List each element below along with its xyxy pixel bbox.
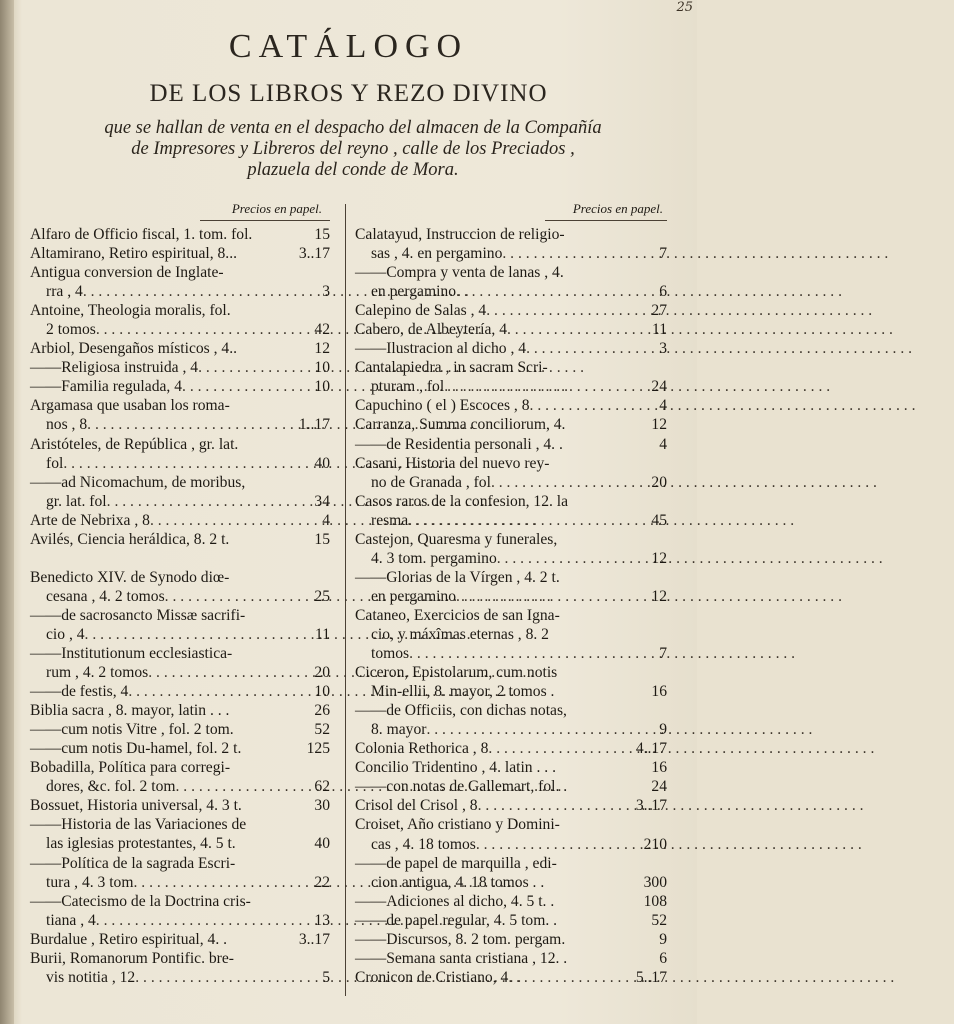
- dot-leader: [182, 377, 300, 396]
- entry-title: resma: [371, 511, 409, 529]
- entry-title: ——cum notis Du-hamel, fol. 2 t.: [30, 740, 242, 758]
- catalog-entry-line: [355, 796, 667, 815]
- entry-title: Arbiol, Desengaños místicos , 4..: [30, 340, 238, 358]
- entry-price: 3..17: [298, 930, 330, 948]
- entry-price: 108: [643, 892, 667, 910]
- entry-title: Burii, Romanorum Pontific. bre-: [30, 949, 234, 967]
- catalog-entry-line: [30, 511, 330, 530]
- catalog-entry-line: [355, 415, 667, 434]
- entry-price: 4: [659, 397, 667, 415]
- entry-title: ——Adiciones al dicho, 4. 5 t. .: [355, 892, 555, 910]
- entry-price: 10: [314, 359, 330, 377]
- dot-leader: [165, 587, 300, 606]
- dot-leader: [198, 358, 300, 377]
- entry-price: 10: [314, 378, 330, 396]
- catalog-entry-line: [30, 682, 330, 701]
- catalog-entry-line: [355, 739, 667, 758]
- entry-price: 9: [659, 930, 667, 948]
- entry-price: 40: [314, 454, 330, 472]
- catalog-entry-line: [30, 739, 330, 758]
- entry-title: gr. lat. fol: [46, 492, 107, 510]
- entry-price: 300: [643, 873, 667, 891]
- catalog-entry-line: [355, 911, 667, 930]
- catalog-entry-line: [30, 263, 330, 282]
- entry-title: ——de Officiis, con dichas notas,: [355, 702, 567, 720]
- dot-leader: [107, 492, 300, 511]
- catalog-entry-line: [30, 873, 330, 892]
- entry-title: tura , 4. 3 tom: [46, 873, 134, 891]
- catalog-entry-line: [355, 644, 667, 663]
- entry-title: ——Glorias de la Vírgen , 4. 2 t.: [355, 568, 560, 586]
- entry-spacer: [30, 549, 330, 568]
- catalog-entry-line: [30, 396, 330, 415]
- dot-leader: [488, 739, 631, 758]
- entry-title: 4. 3 tom. pergamino: [371, 549, 497, 567]
- entry-price: 4: [322, 511, 330, 529]
- entry-title: ——de papel de marquilla , edi-: [355, 854, 557, 872]
- intro-line: que se hallan de venta en el despacho del almacen de la Compañía: [104, 118, 602, 138]
- folio-number: 25: [676, 0, 693, 15]
- catalog-entry-line: [30, 720, 330, 739]
- entry-title: Ciceron, Epistolarum, cum notis: [355, 664, 558, 682]
- entry-price: 30: [314, 797, 330, 815]
- dot-leader: [476, 835, 637, 854]
- catalog-entry-line: [30, 892, 330, 911]
- dot-leader: [526, 339, 637, 358]
- entry-price: 5: [322, 968, 330, 986]
- dot-leader: [128, 682, 300, 701]
- right-column: [355, 200, 667, 987]
- dot-leader: [508, 968, 631, 987]
- entry-price: 3..17: [298, 245, 330, 263]
- entry-price: 16: [651, 683, 667, 701]
- entry-title: Castejon, Quaresma y funerales,: [355, 530, 558, 548]
- entry-price: 27: [651, 302, 667, 320]
- dot-leader: [96, 911, 300, 930]
- dot-leader: [456, 587, 637, 606]
- catalog-entry-line: [30, 834, 330, 853]
- catalog-entry-line: [355, 587, 667, 606]
- entry-title: ——de Residentia personali , 4. .: [355, 435, 563, 453]
- dot-leader: [444, 377, 637, 396]
- catalog-entry-line: [355, 511, 667, 530]
- entry-title: tiana , 4: [46, 911, 96, 929]
- entry-title: ——Catecismo de la Doctrina cris-: [30, 892, 251, 910]
- catalog-entry-line: [355, 606, 667, 625]
- entry-title: Colonia Rethorica , 8: [355, 740, 489, 758]
- catalog-entry-line: [355, 568, 667, 587]
- entry-price: 24: [651, 778, 667, 796]
- catalog-entry-line: [355, 320, 667, 339]
- catalog-entry-line: [355, 663, 667, 682]
- entry-price: 6: [659, 283, 667, 301]
- entry-title: ——Institutionum ecclesiastica-: [30, 644, 233, 662]
- catalog-entry-line: [355, 396, 667, 415]
- entry-price: 1..17: [298, 416, 330, 434]
- entry-price: 5..17: [635, 968, 667, 986]
- entry-price: 62: [314, 778, 330, 796]
- intro-line: plazuela del conde de Mora.: [247, 160, 459, 180]
- catalog-entry-line: [30, 854, 330, 873]
- catalog-entry-line: [30, 492, 330, 511]
- entry-title: Aristóteles, de República , gr. lat.: [30, 435, 239, 453]
- entry-title: cio , 4: [46, 625, 85, 643]
- catalog-entry-line: [355, 454, 667, 473]
- entry-price: 13: [314, 911, 330, 929]
- entry-title: sas , 4. en pergamino: [371, 245, 503, 263]
- catalog-entry-line: [30, 358, 330, 377]
- catalog-entry-line: [30, 415, 330, 434]
- entry-title: las iglesias protestantes, 4. 5 t.: [46, 835, 236, 853]
- right-column-heading: Precios en papel.: [545, 200, 667, 221]
- dot-leader: [134, 873, 301, 892]
- entry-title: Carranza, Summa conciliorum, 4.: [355, 416, 566, 434]
- entry-price: 12: [651, 416, 667, 434]
- catalog-entry-line: [355, 225, 667, 244]
- entry-title: Biblia sacra , 8. mayor, latin . . .: [30, 702, 230, 720]
- entry-price: 15: [314, 530, 330, 548]
- entry-title: cas , 4. 18 tomos: [371, 835, 476, 853]
- dot-leader: [530, 396, 637, 415]
- entry-price: 9: [659, 721, 667, 739]
- entry-price: 12: [314, 340, 330, 358]
- catalog-entry-line: [355, 815, 667, 834]
- catalog-entry-line: [355, 720, 667, 739]
- entry-price: 24: [651, 378, 667, 396]
- catalog-entry-line: [30, 587, 330, 606]
- intro-line: de Impresores y Libreros del reyno , calle de los Preciados ,: [131, 139, 575, 159]
- dot-leader: [408, 511, 637, 530]
- catalog-entry-line: [355, 625, 667, 644]
- catalog-entry-line: [30, 625, 330, 644]
- catalog-entry-line: [30, 301, 330, 320]
- catalog-entry-line: [30, 815, 330, 834]
- entry-title: ——Discursos, 8. 2 tom. pergam.: [355, 930, 566, 948]
- entry-title: Capuchino ( el ) Escoces , 8: [355, 397, 530, 415]
- entry-price: 42: [314, 321, 330, 339]
- catalog-entry-line: [355, 301, 667, 320]
- catalog-entry-line: [355, 854, 667, 873]
- entry-title: Casos raros de la confesion, 12. la: [355, 492, 569, 510]
- entry-price: 12: [651, 587, 667, 605]
- entry-price: 20: [651, 473, 667, 491]
- dot-leader: [507, 320, 637, 339]
- dot-leader: [176, 777, 301, 796]
- entry-title: Burdalue , Retiro espiritual, 4. .: [30, 930, 228, 948]
- catalog-entry-line: [355, 492, 667, 511]
- catalog-entry-line: [355, 377, 667, 396]
- dot-leader: [491, 473, 637, 492]
- entry-price: 3: [322, 283, 330, 301]
- catalog-entry-line: [355, 263, 667, 282]
- catalog-entry-line: [30, 377, 330, 396]
- catalog-entry-line: [30, 777, 330, 796]
- dot-leader: [148, 663, 300, 682]
- catalog-entry-line: [355, 339, 667, 358]
- catalog-entry-line: [355, 873, 667, 892]
- entry-title: Casani, Historia del nuevo rey-: [355, 454, 550, 472]
- entry-price: 40: [314, 835, 330, 853]
- entry-title: rra , 4: [46, 283, 83, 301]
- entry-price: 20: [314, 664, 330, 682]
- entry-price: 22: [314, 873, 330, 891]
- dot-leader: [83, 282, 300, 301]
- entry-title: Cronicon de Cristiano, 4: [355, 968, 509, 986]
- entry-price: 52: [651, 911, 667, 929]
- catalog-entry-line: [30, 530, 330, 549]
- entry-title: rum , 4. 2 tomos: [46, 664, 149, 682]
- entry-title: en pergamino: [371, 283, 457, 301]
- entry-title: Croiset, Año cristiano y Domini-: [355, 816, 560, 834]
- entry-price: 11: [314, 625, 330, 643]
- catalog-entry-line: [30, 796, 330, 815]
- catalog-entry-line: [355, 930, 667, 949]
- catalog-entry-line: [355, 758, 667, 777]
- entry-title: Argamasa que usaban los roma-: [30, 397, 230, 415]
- dot-leader: [456, 282, 637, 301]
- dot-leader: [497, 549, 637, 568]
- catalog-entry-line: [30, 473, 330, 492]
- dot-leader: [63, 454, 300, 473]
- entry-title: fol: [46, 454, 64, 472]
- entry-title: Antigua conversion de Inglate-: [30, 264, 224, 282]
- entry-title: ——Compra y venta de lanas , 4.: [355, 264, 564, 282]
- entry-title: Cantalapiedra , in sacram Scri-: [355, 359, 548, 377]
- entry-price: 12: [651, 549, 667, 567]
- catalog-entry-line: [355, 473, 667, 492]
- entry-title: ——Semana santa cristiana , 12. .: [355, 949, 568, 967]
- entry-title: Avilés, Ciencia heráldica, 8. 2 t.: [30, 530, 230, 548]
- catalog-entry-line: [355, 701, 667, 720]
- catalog-entry-line: [30, 282, 330, 301]
- entry-title: ——Familia regulada, 4: [30, 378, 183, 396]
- catalog-entry-line: [30, 968, 330, 987]
- entry-title: pturam , fol: [371, 378, 445, 396]
- entry-title: ——de sacrosancto Missæ sacrifi-: [30, 606, 246, 624]
- entry-price: 210: [643, 835, 667, 853]
- entry-price: 25: [314, 587, 330, 605]
- page-subtitle: DE LOS LIBROS Y REZO DIVINO: [149, 80, 548, 107]
- entry-title: cio, y máxîmas eternas , 8. 2: [371, 625, 549, 643]
- catalog-entry-line: [355, 282, 667, 301]
- entry-title: ——de festis, 4: [30, 683, 129, 701]
- entry-price: 7: [659, 645, 667, 663]
- entry-title: tomos: [371, 645, 410, 663]
- entry-price: 3..17: [635, 797, 667, 815]
- entry-price: 16: [651, 759, 667, 777]
- entry-title: en pergamino: [371, 587, 457, 605]
- catalog-entry-line: [30, 225, 330, 244]
- entry-title: vis notitia , 12: [46, 968, 136, 986]
- entry-price: 125: [306, 740, 330, 758]
- dot-leader: [87, 415, 295, 434]
- catalog-entry-line: [355, 435, 667, 454]
- entry-price: 6: [659, 949, 667, 967]
- catalog-entry-line: [30, 339, 330, 358]
- catalog-entry-line: [355, 358, 667, 377]
- catalog-entry-line: [355, 244, 667, 263]
- entry-price: 26: [314, 702, 330, 720]
- catalog-entry-line: [355, 682, 667, 701]
- catalog-entry-line: [30, 568, 330, 587]
- catalog-entry-line: [355, 530, 667, 549]
- catalog-entry-line: [30, 435, 330, 454]
- page-title: CATÁLOGO: [228, 28, 469, 65]
- left-column: [30, 200, 330, 987]
- catalog-entry-line: [30, 758, 330, 777]
- catalog-entry-line: [355, 892, 667, 911]
- entry-price: 3: [659, 340, 667, 358]
- intro-text: [28, 118, 678, 181]
- dot-leader: [150, 511, 300, 530]
- catalog-entry-line: [30, 454, 330, 473]
- entry-title: cesana , 4. 2 tomos: [46, 587, 165, 605]
- entry-title: ——Historia de las Variaciones de: [30, 816, 247, 834]
- entry-title: Benedicto XIV. de Synodo diœ-: [30, 568, 230, 586]
- dot-leader: [502, 244, 637, 263]
- catalog-entry-line: [355, 549, 667, 568]
- catalog-entry-line: [30, 663, 330, 682]
- entry-title: Altamirano, Retiro espiritual, 8...: [30, 245, 238, 263]
- catalog-entry-line: [30, 606, 330, 625]
- entry-title: ——ad Nicomachum, de moribus,: [30, 473, 246, 491]
- entry-price: 45: [651, 511, 667, 529]
- entry-price: 11: [651, 321, 667, 339]
- entry-title: ——cum notis Vitre , fol. 2 tom.: [30, 721, 234, 739]
- entry-title: Cataneo, Exercicios de san Igna-: [355, 606, 560, 624]
- entry-title: Cabero, de Albeytería, 4: [355, 321, 507, 339]
- entry-title: Crisol del Crisol , 8: [355, 797, 478, 815]
- entry-title: 8. mayor: [371, 721, 427, 739]
- catalog-entry-line: [355, 949, 667, 968]
- entry-title: Bossuet, Historia universal, 4. 3 t.: [30, 797, 242, 815]
- dot-leader: [85, 625, 300, 644]
- entry-title: Arte de Nebrixa , 8: [30, 511, 150, 529]
- catalog-entry-line: [30, 701, 330, 720]
- entry-price: 4..17: [635, 740, 667, 758]
- dot-leader: [135, 968, 300, 987]
- entry-title: ——Ilustracion al dicho , 4: [355, 340, 527, 358]
- entry-title: Min-ellii, 8. mayor, 2 tomos .: [371, 683, 555, 701]
- catalog-entry-line: [355, 777, 667, 796]
- entry-title: ——Religiosa instruida , 4: [30, 359, 199, 377]
- catalog-entry-line: [355, 835, 667, 854]
- entry-title: nos , 8: [46, 416, 88, 434]
- entry-title: cion antigua, 4. 18 tomos . .: [371, 873, 545, 891]
- entry-title: ——con notas de Gallemart, fol. .: [355, 778, 568, 796]
- entry-title: ——de papel regular, 4. 5 tom. .: [355, 911, 558, 929]
- catalog-entry-line: [30, 320, 330, 339]
- entry-title: Alfaro de Officio fiscal, 1. tom. fol.: [30, 226, 253, 243]
- entry-title: Calatayud, Instruccion de religio-: [355, 226, 565, 243]
- catalog-entry-line: [30, 930, 330, 949]
- entry-price: 10: [314, 683, 330, 701]
- entry-price: 34: [314, 492, 330, 510]
- dot-leader: [426, 720, 637, 739]
- entry-title: Bobadilla, Política para corregi-: [30, 759, 231, 777]
- entry-title: 2 tomos: [46, 321, 96, 339]
- page-binding-shadow: [0, 0, 14, 1024]
- entry-title: ——Política de la sagrada Escri-: [30, 854, 236, 872]
- entry-title: Antoine, Theologia moralis, fol.: [30, 302, 231, 320]
- dot-leader: [409, 644, 637, 663]
- dot-leader: [478, 796, 632, 815]
- entry-price: 52: [314, 721, 330, 739]
- entry-price: 7: [659, 245, 667, 263]
- entry-price: 4: [659, 435, 667, 453]
- entry-price: 15: [314, 226, 330, 243]
- dot-leader: [96, 320, 300, 339]
- entry-title: dores, &c. fol. 2 tom: [46, 778, 176, 796]
- entry-title: Concilio Tridentino , 4. latin . . .: [355, 759, 556, 777]
- catalog-entry-line: [30, 644, 330, 663]
- entry-title: Calepino de Salas , 4: [355, 302, 487, 320]
- entry-title: no de Granada , fol: [371, 473, 491, 491]
- dot-leader: [486, 301, 637, 320]
- catalog-entry-line: [30, 949, 330, 968]
- catalog-entry-line: [30, 911, 330, 930]
- left-column-heading: Precios en papel.: [200, 200, 330, 221]
- catalog-entry-line: [30, 244, 330, 263]
- catalog-entry-line: [355, 968, 667, 987]
